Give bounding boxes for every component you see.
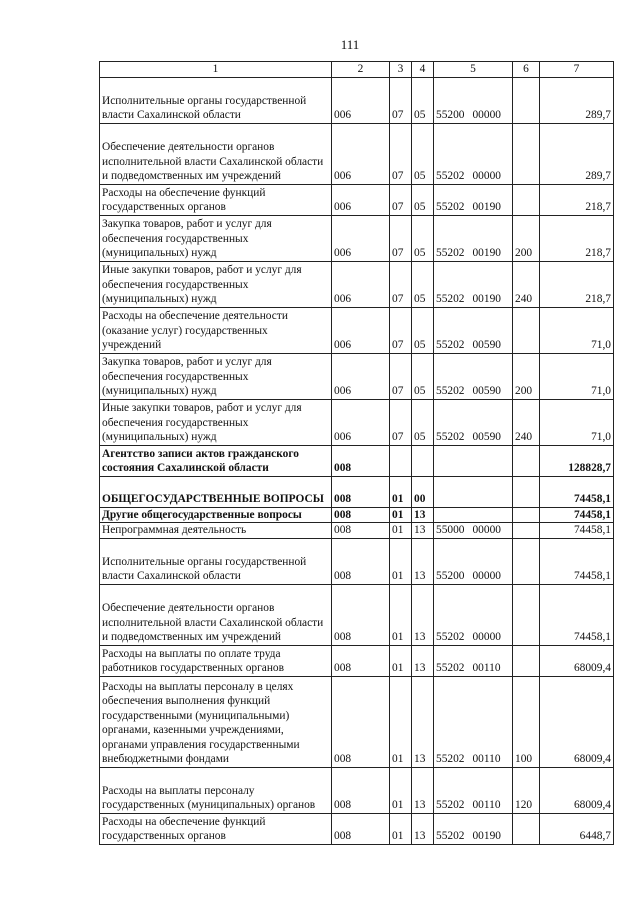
target-code-part-2: 00110: [472, 799, 501, 811]
row-name: Расходы на выплаты по оплате труда работников государственных органов: [100, 645, 332, 676]
header-col-2: 2: [332, 62, 390, 78]
table-row: [100, 353, 614, 399]
row-section-code: 07: [390, 184, 412, 215]
row-amount: 74458,1: [540, 507, 614, 523]
row-name: Исполнительные органы государственной власти Сахалинской области: [100, 77, 332, 123]
table-row: [100, 399, 614, 445]
target-code-part-2: 00590: [472, 339, 501, 351]
table-row: [100, 261, 614, 307]
row-section-code: 01: [390, 584, 412, 645]
row-target-code: [434, 77, 513, 123]
table-row: [100, 445, 614, 476]
header-col-3: 3: [390, 62, 412, 78]
row-name: Непрограммная деятельность: [100, 523, 332, 539]
row-target-code: [434, 584, 513, 645]
row-amount: 289,7: [540, 123, 614, 184]
table-row: [100, 123, 614, 184]
row-section-code: 07: [390, 261, 412, 307]
row-subsection-code: 13: [412, 584, 434, 645]
row-subsection-code: 05: [412, 215, 434, 261]
row-ministry-code: 006: [332, 184, 390, 215]
row-target-code: [434, 399, 513, 445]
row-amount: 71,0: [540, 399, 614, 445]
row-ministry-code: 006: [332, 353, 390, 399]
row-target-code: [434, 676, 513, 767]
row-ministry-code: 008: [332, 676, 390, 767]
row-expense-type-code: [513, 445, 540, 476]
target-code-part-2: 00000: [472, 631, 501, 643]
header-col-4: 4: [412, 62, 434, 78]
row-section-code: 01: [390, 523, 412, 539]
row-name: Иные закупки товаров, работ и услуг для обеспечения государственных (муниципальных) нужд: [100, 399, 332, 445]
row-section-code: 07: [390, 399, 412, 445]
target-code-part-1: 55202: [436, 662, 465, 674]
row-amount: 289,7: [540, 77, 614, 123]
table-row: [100, 676, 614, 767]
row-target-code: [434, 307, 513, 353]
row-amount: 71,0: [540, 307, 614, 353]
row-name: Расходы на обеспечение функций государственных органов: [100, 184, 332, 215]
target-code-part-1: 55202: [436, 385, 465, 397]
row-ministry-code: 008: [332, 523, 390, 539]
table-row: [100, 307, 614, 353]
table-row: [100, 215, 614, 261]
row-name: Расходы на обеспечение деятельности (оказание услуг) государственных учреждений: [100, 307, 332, 353]
row-section-code: 01: [390, 507, 412, 523]
target-code-part-2: 00190: [472, 293, 501, 305]
row-target-code: [434, 507, 513, 523]
row-expense-type-code: 120: [513, 767, 540, 813]
row-name: Агентство записи актов гражданского состояния Сахалинской области: [100, 445, 332, 476]
row-name: Закупка товаров, работ и услуг для обеспечения государственных (муниципальных) нужд: [100, 215, 332, 261]
row-target-code: [434, 813, 513, 844]
row-section-code: 01: [390, 813, 412, 844]
row-section-code: 07: [390, 307, 412, 353]
target-code-part-2: 00190: [472, 830, 501, 842]
row-ministry-code: 008: [332, 476, 390, 507]
row-name: Другие общегосударственные вопросы: [100, 507, 332, 523]
table-row: [100, 476, 614, 507]
row-amount: 128828,7: [540, 445, 614, 476]
row-section-code: 07: [390, 77, 412, 123]
row-name: Обеспечение деятельности органов исполнительной власти Сахалинской области и подведомственных им учреждений: [100, 584, 332, 645]
row-expense-type-code: 200: [513, 353, 540, 399]
row-subsection-code: 05: [412, 184, 434, 215]
target-code-part-2: 00590: [472, 385, 501, 397]
row-ministry-code: 008: [332, 584, 390, 645]
row-name: Расходы на выплаты персоналу государственных (муниципальных) органов: [100, 767, 332, 813]
table-row: [100, 523, 614, 539]
row-name: Закупка товаров, работ и услуг для обеспечения государственных (муниципальных) нужд: [100, 353, 332, 399]
row-amount: 74458,1: [540, 584, 614, 645]
row-section-code: [390, 445, 412, 476]
row-expense-type-code: [513, 476, 540, 507]
row-amount: 218,7: [540, 261, 614, 307]
target-code-part-1: 55202: [436, 631, 465, 643]
row-amount: 68009,4: [540, 767, 614, 813]
target-code-part-1: 55200: [436, 109, 465, 121]
row-section-code: 01: [390, 645, 412, 676]
row-ministry-code: 008: [332, 538, 390, 584]
table-row: [100, 584, 614, 645]
row-amount: 74458,1: [540, 476, 614, 507]
row-ministry-code: 008: [332, 507, 390, 523]
table-row: [100, 645, 614, 676]
row-ministry-code: 006: [332, 399, 390, 445]
row-name: Иные закупки товаров, работ и услуг для обеспечения государственных (муниципальных) нужд: [100, 261, 332, 307]
row-target-code: [434, 123, 513, 184]
target-code-part-1: 55200: [436, 570, 465, 582]
row-expense-type-code: [513, 184, 540, 215]
row-subsection-code: 13: [412, 538, 434, 584]
target-code-part-1: 55000: [436, 524, 465, 536]
target-code-part-1: 55202: [436, 247, 465, 259]
row-target-code: [434, 215, 513, 261]
table-row: [100, 767, 614, 813]
target-code-part-1: 55202: [436, 830, 465, 842]
target-code-part-2: 00000: [472, 109, 501, 121]
row-ministry-code: 006: [332, 123, 390, 184]
row-subsection-code: [412, 445, 434, 476]
row-ministry-code: 006: [332, 307, 390, 353]
header-col-6: 6: [513, 62, 540, 78]
row-expense-type-code: [513, 507, 540, 523]
row-expense-type-code: [513, 584, 540, 645]
row-expense-type-code: [513, 77, 540, 123]
row-section-code: 01: [390, 767, 412, 813]
row-name: ОБЩЕГОСУДАРСТВЕННЫЕ ВОПРОСЫ: [100, 476, 332, 507]
row-section-code: 01: [390, 538, 412, 584]
row-section-code: 01: [390, 476, 412, 507]
row-target-code: [434, 476, 513, 507]
header-col-7: 7: [540, 62, 614, 78]
row-expense-type-code: 240: [513, 399, 540, 445]
row-expense-type-code: [513, 813, 540, 844]
target-code-part-1: 55202: [436, 170, 465, 182]
row-section-code: 01: [390, 676, 412, 767]
row-subsection-code: 13: [412, 767, 434, 813]
target-code-part-2: 00110: [472, 753, 501, 765]
target-code-part-2: 00000: [472, 170, 501, 182]
row-target-code: [434, 538, 513, 584]
row-expense-type-code: [513, 307, 540, 353]
row-target-code: [434, 445, 513, 476]
row-amount: 68009,4: [540, 676, 614, 767]
row-target-code: [434, 523, 513, 539]
row-subsection-code: 05: [412, 399, 434, 445]
budget-table: [99, 61, 614, 845]
header-col-5: 5: [434, 62, 513, 78]
row-ministry-code: 008: [332, 813, 390, 844]
row-target-code: [434, 767, 513, 813]
row-expense-type-code: 240: [513, 261, 540, 307]
row-name: Обеспечение деятельности органов исполнительной власти Сахалинской области и подведомственных им учреждений: [100, 123, 332, 184]
row-expense-type-code: [513, 645, 540, 676]
target-code-part-2: 00000: [472, 524, 501, 536]
table-row: [100, 538, 614, 584]
target-code-part-1: 55202: [436, 293, 465, 305]
table-header-row: [100, 62, 614, 78]
row-name: Расходы на выплаты персоналу в целях обеспечения выполнения функций государственными (муниципальными) органами, казенными учреждениями, органами управления государственными внебюджетными фондами: [100, 676, 332, 767]
row-subsection-code: 05: [412, 261, 434, 307]
target-code-part-1: 55202: [436, 201, 465, 213]
row-subsection-code: 05: [412, 123, 434, 184]
row-subsection-code: 05: [412, 353, 434, 399]
row-section-code: 07: [390, 353, 412, 399]
row-section-code: 07: [390, 215, 412, 261]
header-col-1: 1: [100, 62, 332, 78]
row-subsection-code: 13: [412, 507, 434, 523]
target-code-part-2: 00110: [472, 662, 501, 674]
row-expense-type-code: [513, 123, 540, 184]
target-code-part-2: 00190: [472, 247, 501, 259]
row-expense-type-code: [513, 523, 540, 539]
row-ministry-code: 006: [332, 77, 390, 123]
row-ministry-code: 008: [332, 767, 390, 813]
row-ministry-code: 006: [332, 215, 390, 261]
row-ministry-code: 008: [332, 645, 390, 676]
row-subsection-code: 13: [412, 523, 434, 539]
row-amount: 74458,1: [540, 538, 614, 584]
row-expense-type-code: 200: [513, 215, 540, 261]
row-target-code: [434, 353, 513, 399]
row-expense-type-code: 100: [513, 676, 540, 767]
row-ministry-code: 008: [332, 445, 390, 476]
table-row: [100, 184, 614, 215]
row-expense-type-code: [513, 538, 540, 584]
row-amount: 218,7: [540, 184, 614, 215]
row-subsection-code: 05: [412, 307, 434, 353]
table-row: [100, 507, 614, 523]
table-row: [100, 77, 614, 123]
target-code-part-1: 55202: [436, 339, 465, 351]
row-amount: 68009,4: [540, 645, 614, 676]
row-target-code: [434, 184, 513, 215]
target-code-part-1: 55202: [436, 431, 465, 443]
row-subsection-code: 13: [412, 645, 434, 676]
row-subsection-code: 00: [412, 476, 434, 507]
row-subsection-code: 05: [412, 77, 434, 123]
row-subsection-code: 13: [412, 813, 434, 844]
row-target-code: [434, 261, 513, 307]
row-name: Исполнительные органы государственной власти Сахалинской области: [100, 538, 332, 584]
table-row: [100, 813, 614, 844]
row-section-code: 07: [390, 123, 412, 184]
row-target-code: [434, 645, 513, 676]
row-subsection-code: 13: [412, 676, 434, 767]
target-code-part-2: 00000: [472, 570, 501, 582]
row-amount: 71,0: [540, 353, 614, 399]
row-amount: 218,7: [540, 215, 614, 261]
row-amount: 74458,1: [540, 523, 614, 539]
page-number: 111: [340, 37, 360, 52]
row-name: Расходы на обеспечение функций государственных органов: [100, 813, 332, 844]
target-code-part-2: 00590: [472, 431, 501, 443]
row-ministry-code: 006: [332, 261, 390, 307]
target-code-part-1: 55202: [436, 799, 465, 811]
target-code-part-2: 00190: [472, 201, 501, 213]
target-code-part-1: 55202: [436, 753, 465, 765]
row-amount: 6448,7: [540, 813, 614, 844]
